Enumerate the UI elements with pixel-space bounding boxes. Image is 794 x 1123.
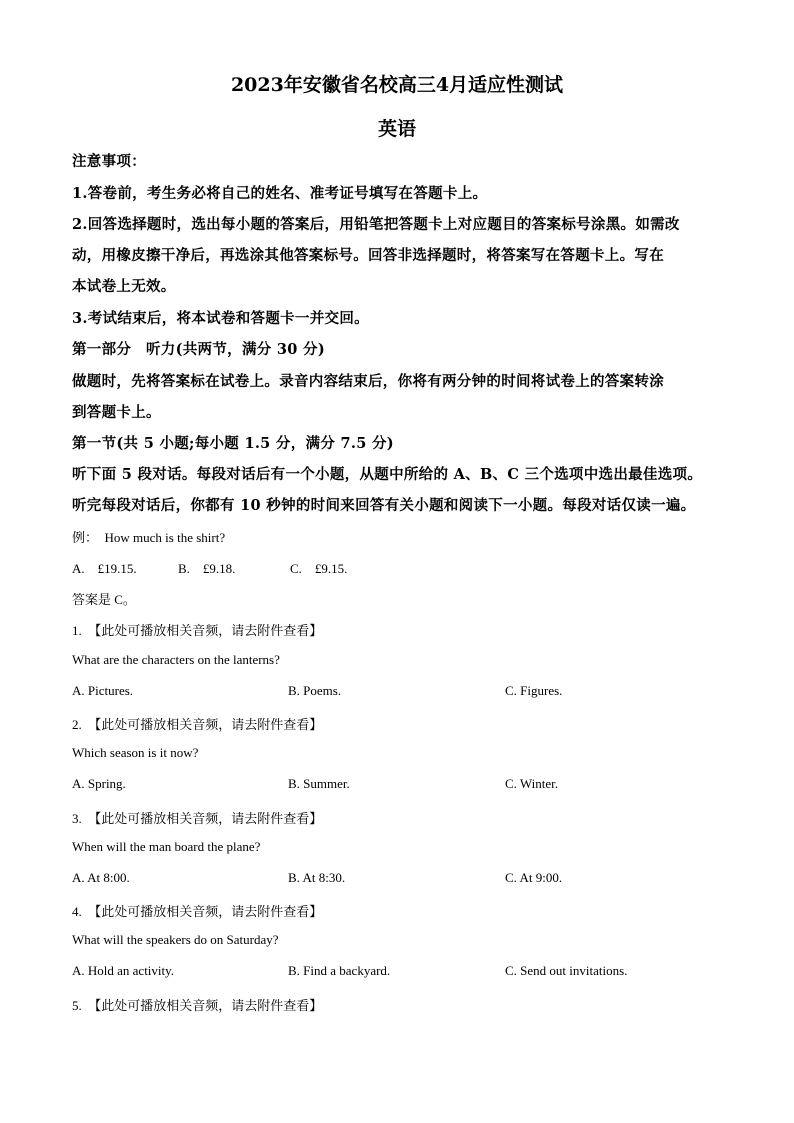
section1-instruction-line-1: 听下面 5 段对话。每段对话后有一个小题，从题中所给的 A、B、C 三个选项中选出最佳选项。 <box>72 466 703 483</box>
question-4-text: What will the speakers do on Saturday? <box>72 932 279 947</box>
part1-instruction-line-1: 做题时，先将答案标在试卷上。录音内容结束后，你将有两分钟的时间将试卷上的答案转涂 <box>72 373 664 390</box>
part1-heading: 第一部分 听力(共两节，满分 30 分) <box>72 341 325 358</box>
question-4-audio-link[interactable]: 4. 【此处可播放相关音频，请去附件查看】 <box>72 904 323 919</box>
question-3-option-c: C. At 9:00. <box>505 870 563 885</box>
question-3-audio-link[interactable]: 3. 【此处可播放相关音频，请去附件查看】 <box>72 811 323 826</box>
question-2-audio-link[interactable]: 2. 【此处可播放相关音频，请去附件查看】 <box>72 717 323 732</box>
example-option-a: A. £19.15. <box>72 561 137 576</box>
note-item-2-line-2: 动，用橡皮擦干净后，再选涂其他答案标号。回答非选择题时，将答案写在答题卡上。写在 <box>72 247 664 264</box>
note-item-3: 3.考试结束后，将本试卷和答题卡一并交回。 <box>72 310 369 327</box>
question-1-audio-link[interactable]: 1. 【此处可播放相关音频，请去附件查看】 <box>72 623 323 638</box>
question-1-option-c: C. Figures. <box>505 683 563 698</box>
subject-title: 英语 <box>377 118 416 140</box>
question-5-audio-link[interactable]: 5. 【此处可播放相关音频，请去附件查看】 <box>72 998 323 1013</box>
question-4-option-b: B. Find a backyard. <box>288 963 391 978</box>
notes-heading: 注意事项： <box>72 153 146 170</box>
question-4-option-a: A. Hold an activity. <box>72 963 175 978</box>
exam-title: 2023年安徽省名校高三4月适应性测试 <box>230 74 564 96</box>
section1-heading: 第一节(共 5 小题;每小题 1.5 分，满分 7.5 分) <box>72 435 394 452</box>
part1-instruction-line-2: 到答题卡上。 <box>72 404 161 421</box>
example-option-c: C. £9.15. <box>290 561 348 576</box>
note-item-1: 1.答卷前，考生务必将自己的姓名、准考证号填写在答题卡上。 <box>72 185 488 202</box>
question-2-option-c: C. Winter. <box>505 776 559 791</box>
example-answer: 答案是 C。 <box>72 592 136 607</box>
question-3-option-b: B. At 8:30. <box>288 870 346 885</box>
question-2-option-a: A. Spring. <box>72 776 126 791</box>
question-3-text: When will the man board the plane? <box>72 839 261 854</box>
example-question: 例： How much is the shirt? <box>72 530 226 545</box>
note-item-2-line-1: 2.回答选择题时，选出每小题的答案后，用铅笔把答题卡上对应题目的答案标号涂黑。如需改 <box>72 216 680 233</box>
question-2-text: Which season is it now? <box>72 745 199 760</box>
question-3-option-a: A. At 8:00. <box>72 870 130 885</box>
question-4-option-c: C. Send out invitations. <box>505 963 628 978</box>
note-item-2-line-3: 本试卷上无效。 <box>72 278 176 295</box>
question-1-option-a: A. Pictures. <box>72 683 134 698</box>
section1-instruction-line-2: 听完每段对话后，你都有 10 秒钟的时间来回答有关小题和阅读下一小题。每段对话仅读一遍。 <box>72 497 696 514</box>
example-option-b: B. £9.18. <box>178 561 236 576</box>
question-2-option-b: B. Summer. <box>288 776 350 791</box>
question-1-text: What are the characters on the lanterns? <box>72 652 280 667</box>
question-1-option-b: B. Poems. <box>288 683 342 698</box>
